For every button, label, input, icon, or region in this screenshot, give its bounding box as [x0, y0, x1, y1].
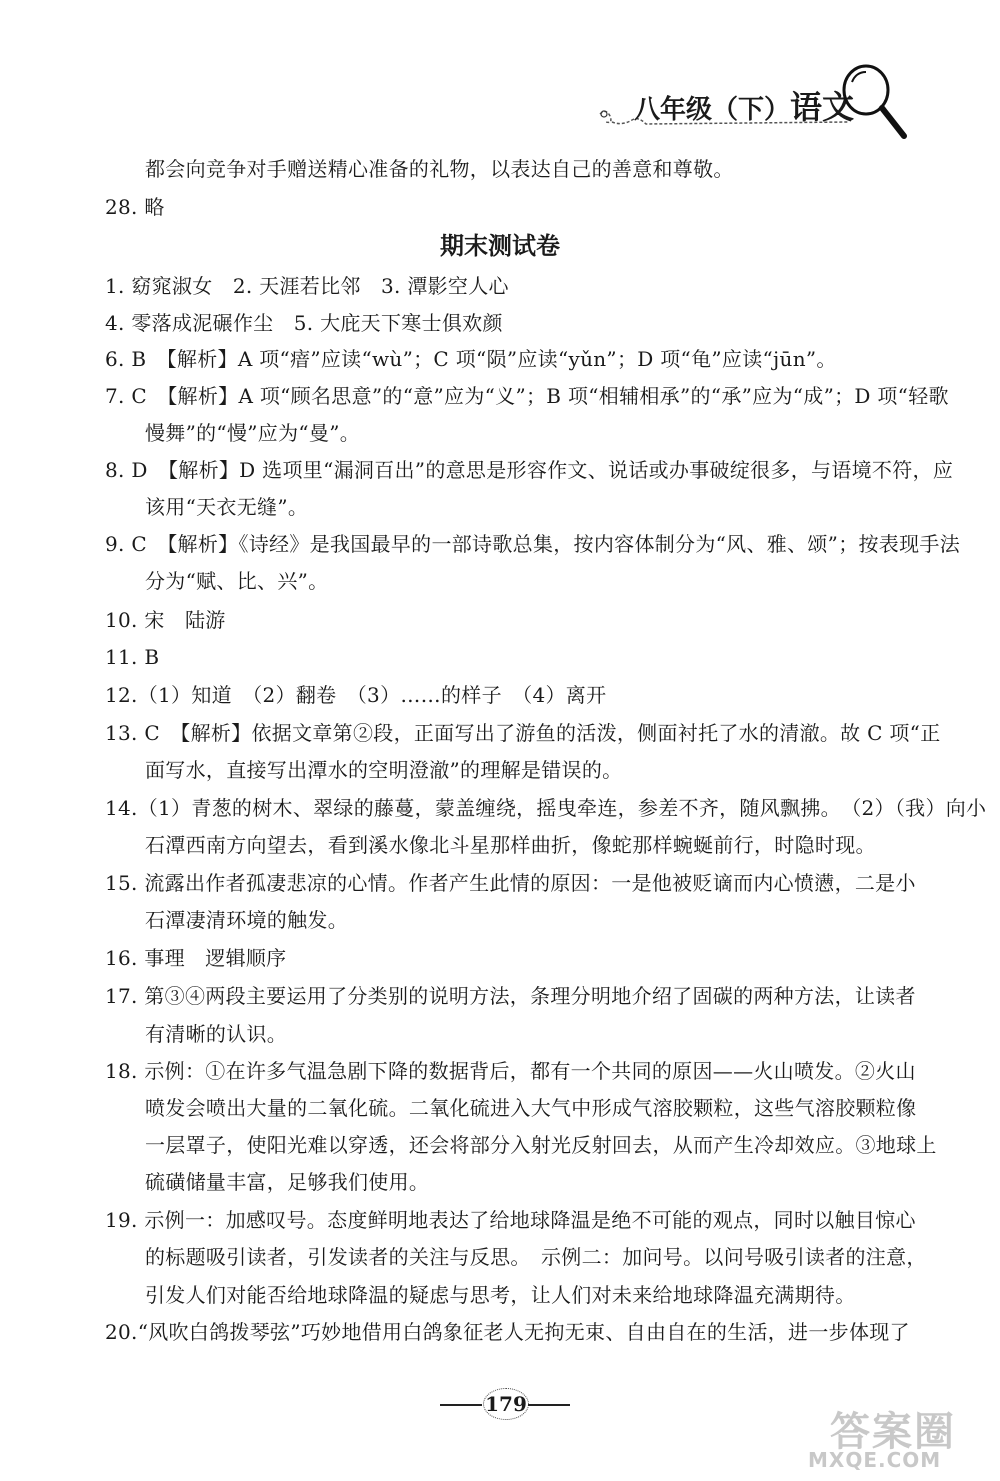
text-line: 分为“赋、比、兴”。	[145, 569, 329, 593]
text-line: 20.“风吹白鸽拨琴弦”巧妙地借用白鸽象征老人无拘无束、自由自在的生活，进一步体现了	[105, 1320, 910, 1344]
page-number-dash-left	[440, 1404, 482, 1406]
text-line: 11. B	[105, 645, 160, 669]
text-line: 18. 示例：①在许多气温急剧下降的数据背后，都有一个共同的原因——火山喷发。②火山	[105, 1059, 916, 1083]
text-line: 9. C 【解析】《诗经》是我国最早的一部诗歌总集，按内容体制分为“风、雅、颂”；按表现手法	[105, 532, 960, 556]
text-line: 13. C 【解析】依据文章第②段，正面写出了游鱼的活泼，侧面衬托了水的清澈。故 C 项“正	[105, 721, 941, 745]
header-subject: 语文	[790, 88, 855, 126]
text-line: 一层罩子，使阳光难以穿透，还会将部分入射光反射回去，从而产生冷却效应。③地球上	[145, 1133, 937, 1157]
section-title: 期末测试卷	[440, 232, 560, 260]
text-line: 14.（1）青葱的树木、翠绿的藤蔓，蒙盖缠绕，摇曳牵连，参差不齐，随风飘拂。 （2）（我）向小	[105, 796, 987, 820]
page-number-dash-right	[528, 1404, 570, 1406]
text-line: 16. 事理 逻辑顺序	[105, 946, 287, 970]
text-line: 引发人们对能否给地球降温的疑虑与思考，让人们对未来给地球降温充满期待。	[145, 1283, 856, 1307]
page-number-value: 179	[483, 1388, 529, 1420]
text-line: 都会向竞争对手赠送精心准备的礼物，以表达自己的善意和尊敬。	[145, 157, 734, 181]
text-line: 28. 略	[105, 195, 165, 219]
text-line: 慢舞”的“慢”应为“曼”。	[145, 421, 361, 445]
page-header	[590, 60, 920, 140]
text-line: 15. 流露出作者孤凄悲凉的心情。作者产生此情的原因：一是他被贬谪而内心愤懑，二是小	[105, 871, 916, 895]
watermark	[800, 1400, 990, 1475]
text-line: 7. C 【解析】A 项“顾名思意”的“意”应为“义”；B 项“相辅相承”的“承”应为“成”；D 项“轻歌	[105, 384, 949, 408]
text-line: 12.（1）知道 （2）翻卷 （3）……的样子 （4）离开	[105, 683, 607, 707]
text-line: 8. D 【解析】D 选项里“漏洞百出”的意思是形容作文、说话或办事破绽很多，与语境不符，应	[105, 458, 954, 482]
text-line: 1. 窈窕淑女 2. 天涯若比邻 3. 潭影空人心	[105, 274, 509, 298]
header-title	[634, 82, 854, 128]
text-line: 面写水，直接写出潭水的空明澄澈”的理解是错误的。	[145, 758, 623, 782]
text-line: 19. 示例一：加感叹号。态度鲜明地表达了给地球降温是绝不可能的观点，同时以触目惊心	[105, 1208, 916, 1232]
text-line: 硫磺储量丰富，足够我们使用。	[145, 1170, 430, 1194]
watermark-bottom: MXQE.COM	[808, 1448, 942, 1472]
text-line: 17. 第③④两段主要运用了分类别的说明方法，条理分明地介绍了固碳的两种方法，让读者	[105, 984, 916, 1008]
magnifier-icon	[830, 60, 915, 140]
page-number	[440, 1384, 570, 1424]
text-line: 石潭凄清环境的触发。	[145, 908, 348, 932]
text-line: 10. 宋 陆游	[105, 608, 226, 632]
text-line: 的标题吸引读者，引发读者的关注与反思。 示例二：加问号。以问号吸引读者的注意，	[145, 1245, 927, 1269]
text-line: 6. B 【解析】A 项“瘖”应读“wù”；C 项“陨”应读“yǔn”；D 项“龟”应读“jūn”。	[105, 347, 837, 371]
header-grade: 八年级（下）	[634, 95, 791, 125]
text-line: 有清晰的认识。	[145, 1022, 288, 1046]
text-line: 4. 零落成泥碾作尘 5. 大庇天下寒士俱欢颜	[105, 311, 503, 335]
text-line: 喷发会喷出大量的二氧化硫。二氧化硫进入大气中形成气溶胶颗粒，这些气溶胶颗粒像	[145, 1096, 917, 1120]
text-line: 该用“天衣无缝”。	[145, 495, 309, 519]
text-line: 石潭西南方向望去，看到溪水像北斗星那样曲折，像蛇那样蜿蜒前行，时隐时现。	[145, 833, 876, 857]
watermark-top: 答案圈	[830, 1409, 956, 1455]
